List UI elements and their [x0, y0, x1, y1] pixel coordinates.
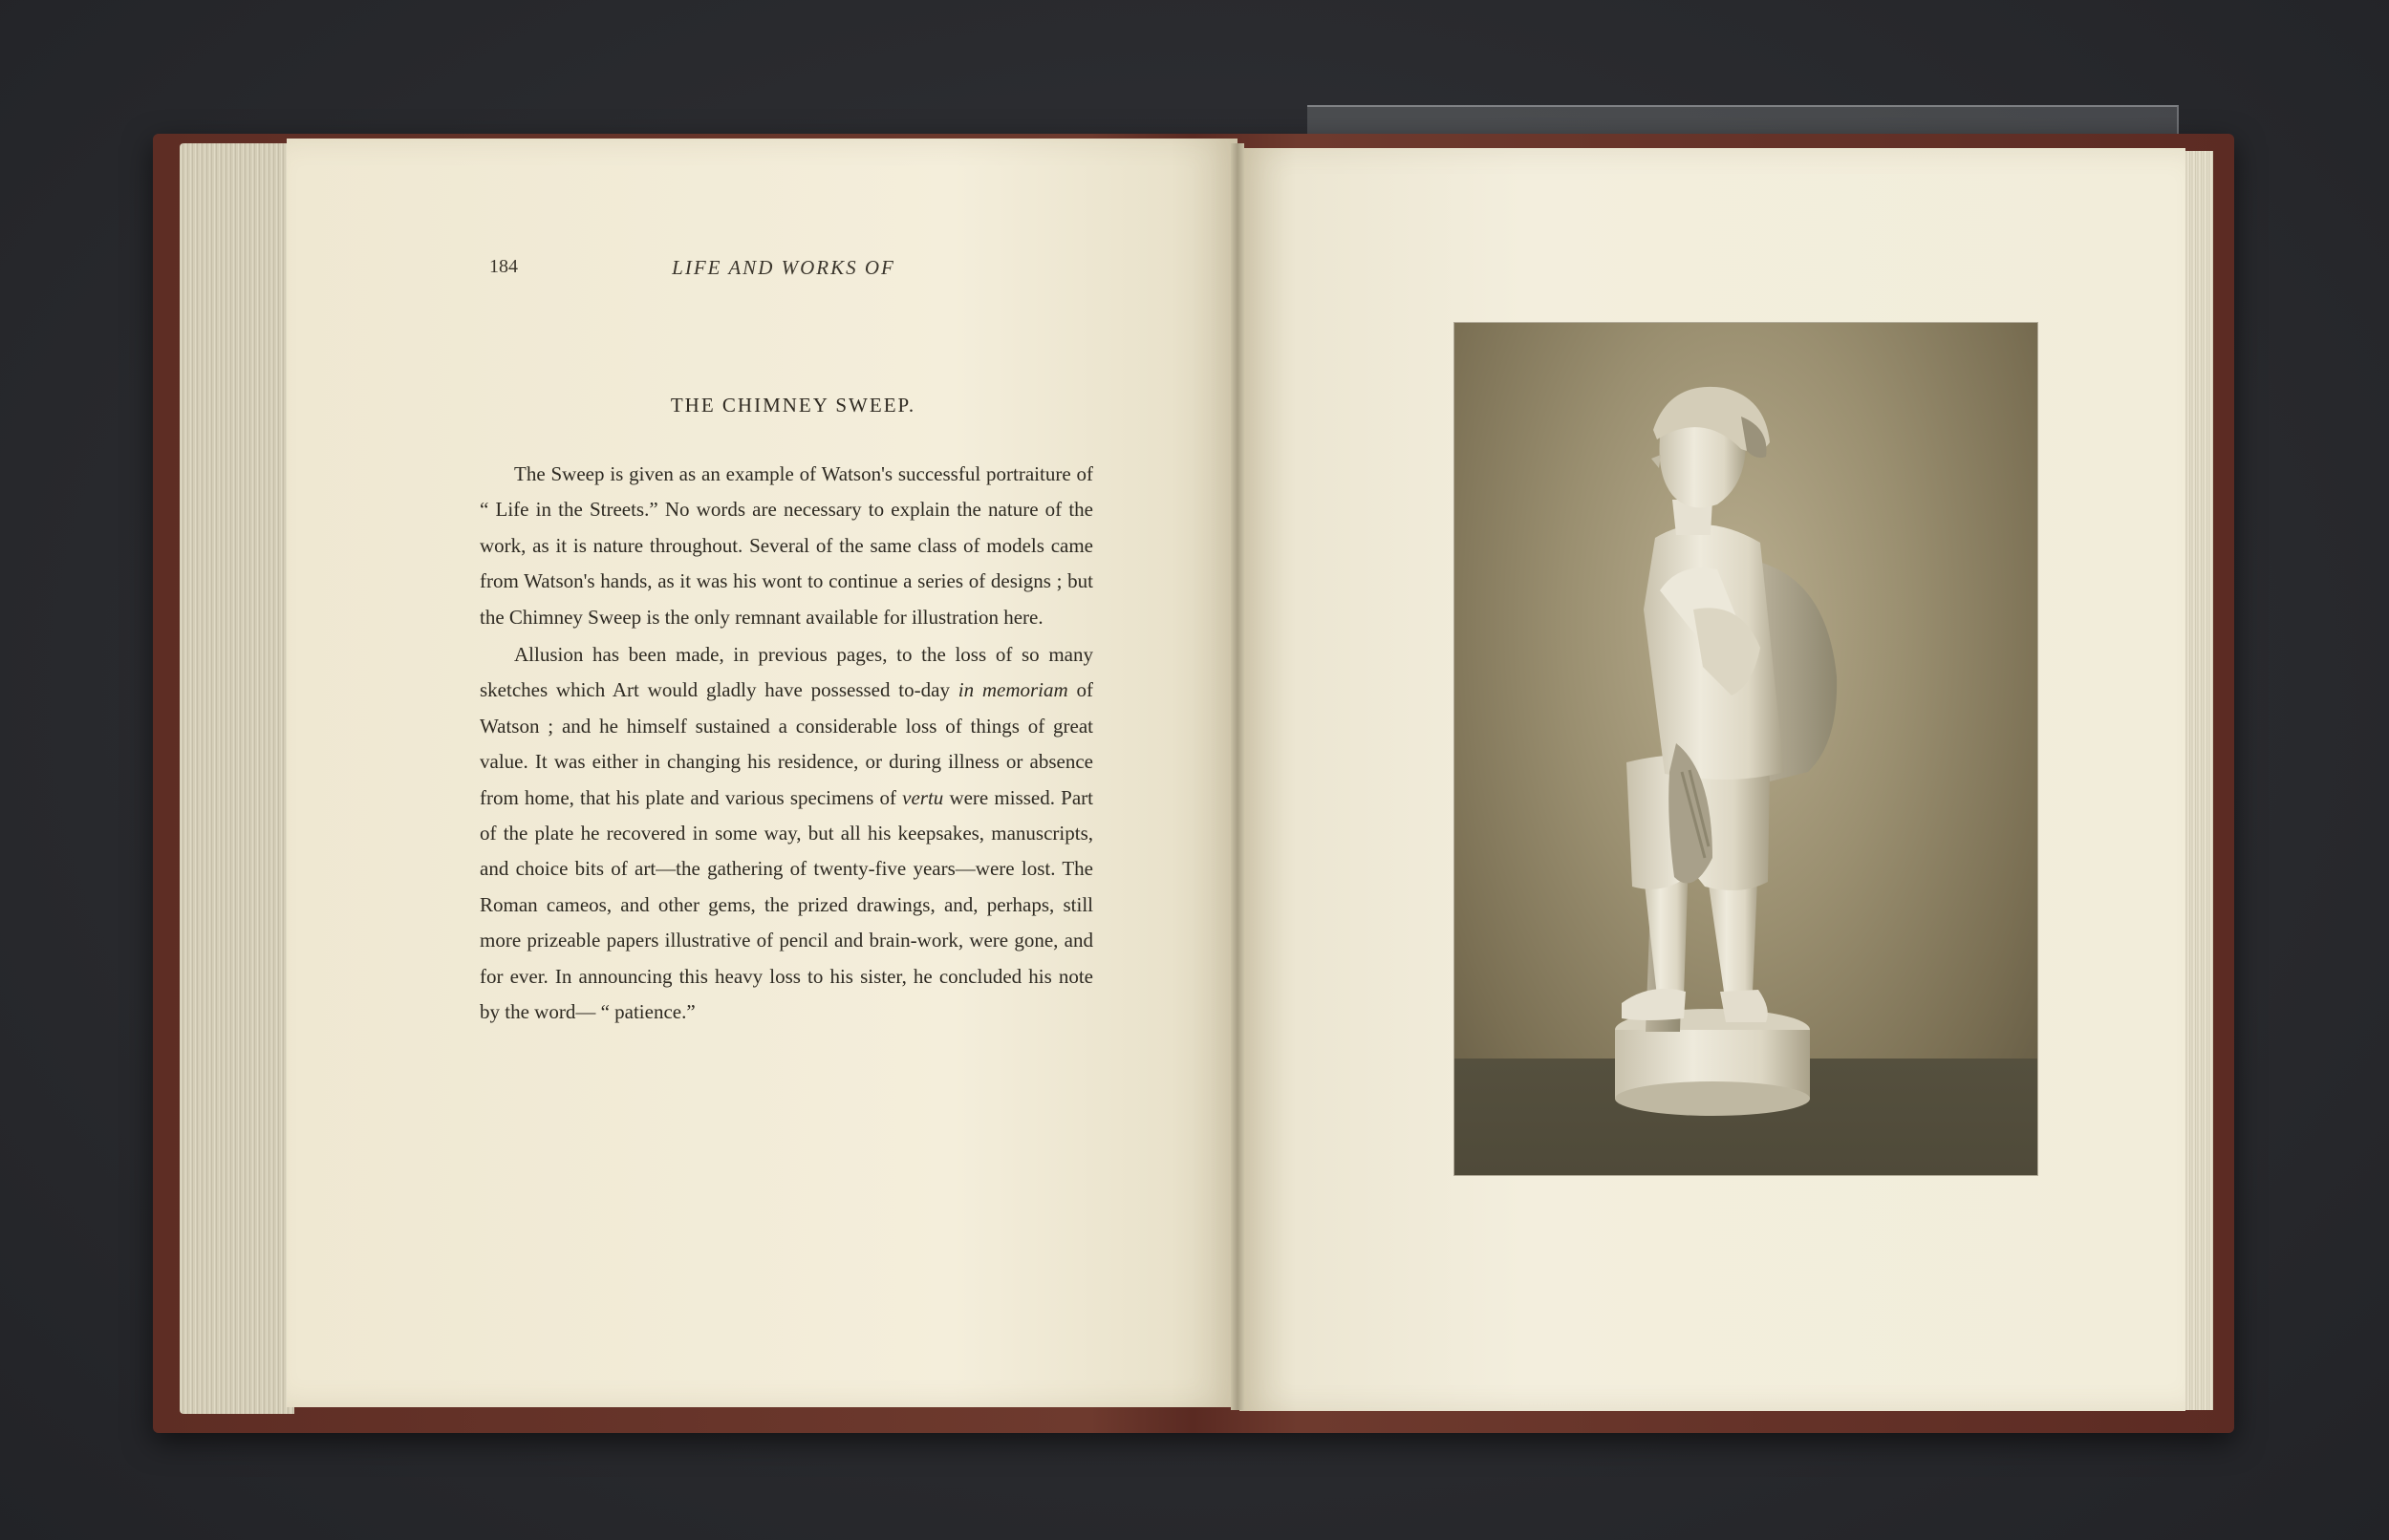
running-head: LIFE AND WORKS OF — [672, 256, 895, 279]
paragraph-2-part-3: were missed. Part of the plate he recovered in some way, but all his keepsakes, manuscripts, and choice bits of art—the gathering of twenty-five years—were lost. The Roman cameos, and other gems, the prized drawings, and, perhaps, still more prizeable papers illustrative of pencil and brain-work, were gone, and for ever. In announcing this heavy loss to his sister, he concluded his note by the word— “ patience.” — [480, 785, 1093, 1024]
paragraph-2-italic-1: in memoriam — [958, 678, 1068, 702]
paragraph-1: The Sweep is given as an example of Watson's successful portraiture of “ Life in the Streets.” No words are necessary to explain the nature of the work, as it is nature throughout. Several of the same class of models came from Watson's hands, as it was his wont to continue a series of designs ; but the Chimney Sweep is the only remnant available for illustration here. — [480, 462, 1093, 629]
section-title: THE CHIMNEY SWEEP. — [670, 394, 916, 417]
book-gutter — [1231, 143, 1244, 1410]
paragraph-2-part-2: of Watson ; and he himself sustained a considerable loss of things of great value. It was either in changing his residence, or during illness or absence from home, that his plate and various specimens of — [480, 678, 1093, 809]
page-number: 184 — [489, 256, 518, 277]
paragraph-2 — [480, 637, 1093, 1030]
page-stack-left — [180, 143, 294, 1414]
paragraph-2-part-1: Allusion has been made, in previous pages, to the loss of so many sketches which Art would gladly have possessed to-day — [480, 643, 1093, 702]
sculpture-photograph — [1454, 323, 2037, 1175]
body-text — [480, 457, 1093, 1031]
paragraph-2-italic-2: vertu — [902, 785, 944, 809]
chimney-sweep-statue-icon — [1454, 323, 2037, 1175]
